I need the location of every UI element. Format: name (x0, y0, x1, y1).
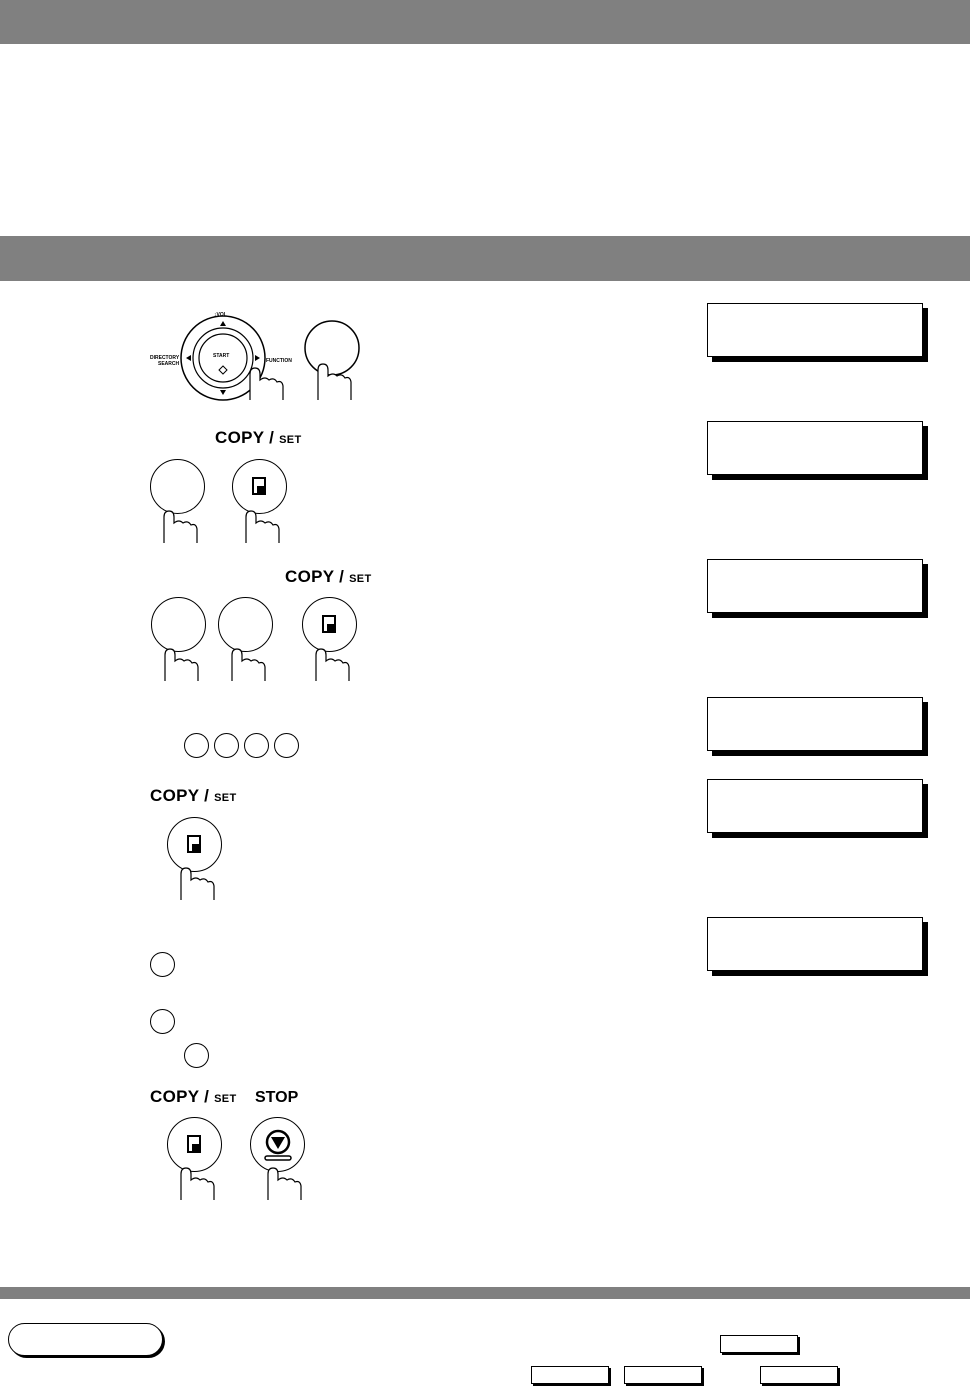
key-reference-box (760, 1366, 838, 1384)
lcd-display (707, 421, 923, 475)
note-divider-band (0, 1287, 970, 1299)
key-reference-box (720, 1335, 798, 1353)
keypad-key[interactable] (244, 733, 269, 758)
keypad-key[interactable] (150, 1009, 175, 1034)
keypad-button[interactable] (150, 459, 205, 514)
lcd-display (707, 697, 923, 751)
finger-press-icon (179, 1164, 215, 1200)
stop-icon (262, 1128, 294, 1162)
keypad-key[interactable] (184, 1043, 209, 1068)
copy-set-label: COPY / SET (215, 428, 302, 447)
copy-set-label: COPY / SET (150, 1087, 237, 1106)
keypad-button[interactable] (218, 597, 273, 652)
keypad-button[interactable] (151, 597, 206, 652)
finger-press-icon (266, 1164, 302, 1200)
copy-set-label: COPY / SET (285, 567, 372, 586)
note-label-pill (8, 1323, 163, 1356)
keypad-key[interactable] (150, 952, 175, 977)
keypad-key[interactable] (214, 733, 239, 758)
document-icon (252, 477, 266, 495)
vol-label: ↕VOL (214, 312, 227, 318)
search-label: SEARCH (158, 361, 180, 367)
lcd-display (707, 559, 923, 613)
key-reference-box (624, 1366, 702, 1384)
finger-press-icon (244, 507, 280, 543)
lcd-display (707, 917, 923, 971)
copy-set-label: COPY / SET (150, 786, 237, 805)
keypad-key[interactable] (274, 733, 299, 758)
stop-label: STOP (255, 1089, 299, 1106)
keypad-key[interactable] (184, 733, 209, 758)
finger-press-icon (163, 645, 199, 681)
finger-press-icon (314, 645, 350, 681)
copy-set-button[interactable] (302, 597, 357, 652)
top-header-band (0, 0, 970, 44)
directory-label: DIRECTORY (150, 355, 180, 361)
lcd-display (707, 779, 923, 833)
copy-set-button[interactable] (232, 459, 287, 514)
document-icon (187, 835, 201, 853)
key-reference-box (531, 1366, 609, 1384)
start-label: START (213, 353, 230, 359)
section-header-band (0, 236, 970, 281)
lcd-display (707, 303, 923, 357)
finger-press-icon (179, 864, 215, 900)
function-label: FUNCTION (266, 358, 292, 364)
finger-press-icon (230, 645, 266, 681)
document-icon (187, 1135, 201, 1153)
finger-press-icon (162, 507, 198, 543)
document-icon (322, 615, 336, 633)
